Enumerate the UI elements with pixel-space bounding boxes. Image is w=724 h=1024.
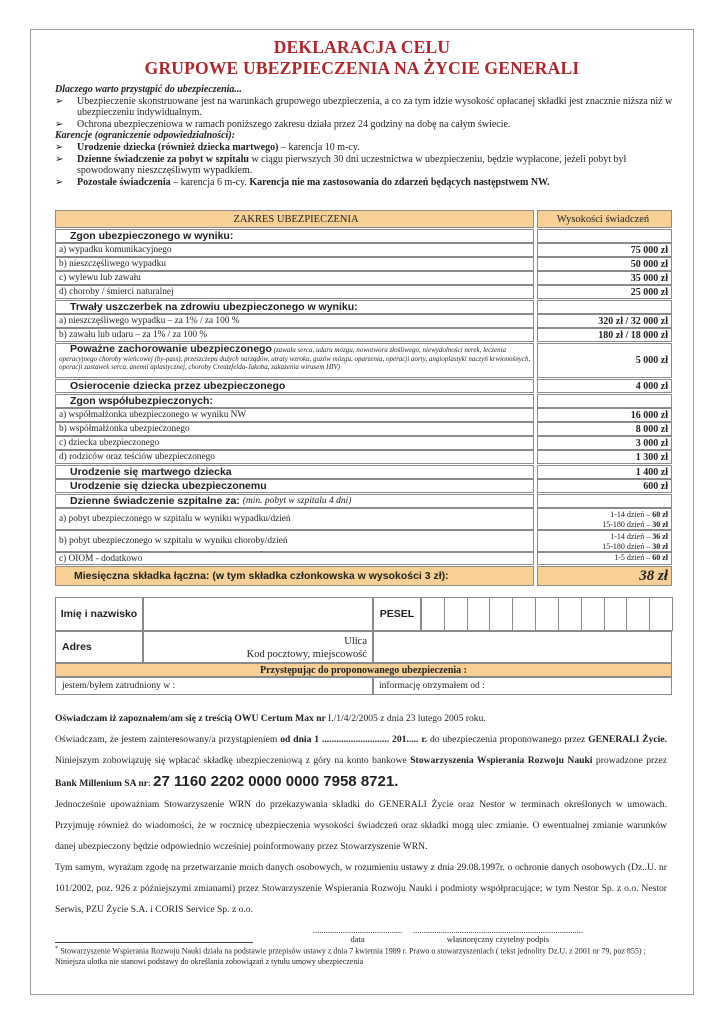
total-premium-label: Miesięczna składka łączna: (w tym składka członkowska w wysokości 3 zł): xyxy=(55,566,534,586)
pesel-digit-cell[interactable] xyxy=(581,597,605,631)
pesel-digit-cell[interactable] xyxy=(421,597,445,631)
table-row: b) współmałżonka ubezpieczonego xyxy=(55,422,534,436)
row-value: 180 zł / 18 000 zł xyxy=(537,328,672,342)
document-title: DEKLARACJA CELU xyxy=(273,37,451,57)
row-value: 1-5 dzień – 60 zł xyxy=(537,552,672,565)
arrow-bullet-icon: ➢ xyxy=(55,153,64,165)
pesel-digit-cell[interactable] xyxy=(558,597,582,631)
postcode-label: Kod pocztowy, miejscowość xyxy=(246,649,367,660)
table-row: Zgon współubezpieczonych: xyxy=(55,394,534,408)
table-row: d) rodziców oraz teściów ubezpieczonego xyxy=(55,450,534,464)
address-value-field[interactable] xyxy=(373,631,672,663)
authorization-statement: Jednocześnie upoważniam Stowarzyszenie WRN do przekazywania składki do GENERALI Życie oraz Nestor w terminach określonych w umowach. Przyjmuję również do wiadomości, że w rocznicę ubezpieczenia wysokości świadczeń oraz składki mogą ulec zmianie. O ewentualnej zmianie warunków danej ubezpieczony będzie odpowiednio wcześniej poinformowany przez Stowarzyszenie WRN. xyxy=(55,799,667,852)
karencje-heading: Karencje (ograniczenie odpowiedzialności): xyxy=(55,130,235,142)
employer-field[interactable]: jestem/byłem zatrudniony w : xyxy=(55,677,373,695)
table-row: a) współmałżonka ubezpieczonego w wyniku NW xyxy=(55,408,534,422)
row-value xyxy=(537,229,672,243)
table-row: c) OIOM - dodatkowo xyxy=(55,552,534,565)
arrow-bullet-icon: ➢ xyxy=(55,118,64,130)
table-row: Urodzenie się dziecka ubezpieczonemu xyxy=(55,479,534,493)
row-value xyxy=(537,394,672,408)
row-value: 320 zł / 32 000 zł xyxy=(537,314,672,328)
joining-header: Przystępując do proponowanego ubezpieczenia : xyxy=(55,663,672,677)
declaration-text xyxy=(55,708,667,920)
row-value: 35 000 zł xyxy=(537,271,672,285)
table-row: a) wypadku komunikacyjnego xyxy=(55,243,534,257)
address-field[interactable] xyxy=(143,631,373,663)
row-value: 16 000 zł xyxy=(537,408,672,422)
date-label: data xyxy=(350,934,365,944)
table-row: b) nieszczęśliwego wypadku xyxy=(55,257,534,271)
table-header xyxy=(55,210,672,228)
footnote: * Stowarzyszenie Wspierania Rozwoju Nauki działa na podstawie przepisów ustawy z dnia 7 kwietnia 1989 r. Prawo o stowarzyszeniach ( tekst jednolity Dz.U. z 2001 nr 79, poz 855) ; Niniejsza ulotka nie stanowi podstawy do określania zobowiązań z tytułu umowy ubezpieczenia xyxy=(55,945,646,967)
table-row: Urodzenie się martwego dziecka xyxy=(55,465,534,479)
bullet-item: ➢ Urodzenie dziecka (również dziecka martwego) – karencja 10 m-cy. xyxy=(55,141,360,153)
arrow-bullet-icon: ➢ xyxy=(55,141,64,153)
interest-statement: Oświadczam, że jestem zainteresowany/a przystąpieniem od dnia 1 ............................ 201..... r. do ubezpieczenia proponowanego przez GENERALI Życie. Niniejszym zobowiązuję się wpłacać składkę ubezpieczeniową z góry na konto bankowe Stowarzyszenia Wspierania Rozwoju Nauki prowadzone przez Bank Millenium SA nr: 27 1160 2202 0000 0000 7958 8721. xyxy=(55,734,667,790)
pesel-digit-cell[interactable] xyxy=(444,597,468,631)
header-amount: Wysokości świadczeń xyxy=(537,210,672,228)
pesel-label: PESEL xyxy=(373,597,421,631)
row-value: 25 000 zł xyxy=(537,285,672,299)
table-row: Dzienne świadczenie szpitalne za: (min. pobyt w szpitalu 4 dni) xyxy=(55,494,534,508)
row-value: 600 zł xyxy=(537,479,672,493)
row-value xyxy=(537,300,672,314)
row-value: 8 000 zł xyxy=(537,422,672,436)
row-value: 1 300 zł xyxy=(537,450,672,464)
row-value xyxy=(537,494,672,508)
row-value: 75 000 zł xyxy=(537,243,672,257)
arrow-bullet-icon: ➢ xyxy=(55,176,64,188)
row-value: 1-14 dzień – 60 zł 15-180 dzień – 30 zł xyxy=(537,508,672,530)
row-value: 3 000 zł xyxy=(537,436,672,450)
gdpr-consent-statement: Tym samym, wyrażam zgodę na przetwarzanie moich danych osobowych, w rozumieniu ustawy z dnia 29.08.1997r. o ochronie danych osobowych (Dz..U. nr 101/2002, poz. 926 z późniejszymi zmianami) przez Stowarzyszenie Wspierania Rozwoju Nauki i podmioty współpracujące; w tym Nestor Sp. z o.o. Nestor Serwis, PZU Życie S.A. i CORIS Service Sp. z o.o. xyxy=(55,862,667,915)
pesel-digit-cell[interactable] xyxy=(489,597,513,631)
table-row: c) wylewu lub zawału xyxy=(55,271,534,285)
footnote-divider xyxy=(55,942,253,943)
hospital-note: (min. pobyt w szpitalu 4 dni) xyxy=(242,496,352,506)
arrow-bullet-icon: ➢ xyxy=(55,95,64,107)
bullet-item: ➢ Ubezpieczenie skonstruowane jest na warunkach grupowego ubezpieczenia, a co za tym idzie wysokość opłacanej składki jest znacznie niższa niż w ubezpieczeniu indywidualnym. xyxy=(55,95,673,119)
serious-illness-label: Poważne zachorowanie ubezpieczonego xyxy=(70,343,272,355)
table-row: Trwały uszczerbek na zdrowiu ubezpieczonego w wyniku: xyxy=(55,300,534,314)
info-source-field[interactable]: informację otrzymałem od : xyxy=(373,677,672,695)
bank-account-number: 27 1160 2202 0000 0000 7958 8721 xyxy=(153,773,395,790)
pesel-digit-cell[interactable] xyxy=(626,597,650,631)
row-value: 5 000 zł xyxy=(537,343,672,378)
signature-line[interactable]: ................................................................................ własnoręczny czytelny podpis xyxy=(413,925,583,944)
bullet-item: ➢ Ochrona ubezpieczeniowa w ramach poniższego zakresu działa przez 24 godziny na dobę na całym świecie. xyxy=(55,118,511,130)
pesel-digit-cell[interactable] xyxy=(467,597,491,631)
table-row: a) nieszczęśliwego wypadku – za 1% / za 100 % xyxy=(55,314,534,328)
pesel-digit-cell[interactable] xyxy=(649,597,673,631)
table-row: Osierocenie dziecka przez ubezpieczonego xyxy=(55,379,534,393)
table-row: c) dziecka ubezpieczonego xyxy=(55,436,534,450)
row-value: 1-14 dzień – 36 zł 15-180 dzień – 30 zł xyxy=(537,530,672,552)
table-row xyxy=(55,343,534,378)
table-row: Zgon ubezpieczonego w wyniku: xyxy=(55,229,534,243)
signature-label: własnoręczny czytelny podpis xyxy=(446,934,550,944)
pesel-digit-cell[interactable] xyxy=(604,597,628,631)
pesel-digit-cell[interactable] xyxy=(535,597,559,631)
total-premium-value: 38 zł xyxy=(537,566,672,586)
row-value: 50 000 zł xyxy=(537,257,672,271)
header-scope: ZAKRES UBEZPIECZENIA xyxy=(55,210,534,228)
address-label: Adres xyxy=(55,631,143,663)
intro-section xyxy=(55,84,675,188)
table-row: b) zawału lub udaru – za 1% / za 100 % xyxy=(55,328,534,342)
table-row: d) choroby / śmierci naturalnej xyxy=(55,285,534,299)
document-subtitle: GRUPOWE UBEZPIECZENIA NA ŻYCIE GENERALI xyxy=(144,58,580,78)
bullet-item: ➢ Pozostałe świadczenia – karencja 6 m-cy. Karencja nie ma zastosowania do zdarzeń będących następstwem NW. xyxy=(55,176,550,188)
pesel-field[interactable] xyxy=(421,597,672,631)
row-value: 1 400 zł xyxy=(537,465,672,479)
table-row: b) pobyt ubezpieczonego w szpitalu w wyniku choroby/dzień xyxy=(55,530,534,552)
why-heading: Dlaczego warto przystąpić do ubezpieczenia... xyxy=(55,84,242,95)
serious-illness-note: (zawału serca, udaru mózgu, nowotworu złośliwego, niewydolności nerek, leczenia operacyjnego choroby wieńcowej (by-pass), przeszczepu dużych narządów, utraty wzroku, guzów mózgu, oparzenia, operacji aorty, angioplastyki naczyń krwionośnych, operacji zastawek serca, anemii aplastycznej, choroby Creutzfelda-Jakoba, zakażenia wirusem HIV) xyxy=(59,346,531,371)
owu-statement: Oświadczam iż zapoznałem/am się z treścią OWU Certum Max nr I./1/4/2/2005 z dnia 23 lutego 2005 roku. xyxy=(55,713,486,724)
table-row: a) pobyt ubezpieczonego w szpitalu w wyniku wypadku/dzień xyxy=(55,508,534,530)
date-line[interactable]: .......................................... data xyxy=(313,925,403,944)
name-label: Imię i nazwisko xyxy=(55,597,143,631)
street-label: Ulica xyxy=(344,636,367,647)
bullet-item: ➢ Dzienne świadczenie za pobyt w szpitalu w ciągu pierwszych 30 dni uczestnictwa w ubezpieczeniu, będzie wypłacone, jeżeli pobyt był spowodowany nieszczęśliwym wypadkiem. xyxy=(55,153,627,177)
name-field[interactable] xyxy=(143,597,373,631)
row-value: 4 000 zł xyxy=(537,379,672,393)
pesel-digit-cell[interactable] xyxy=(512,597,536,631)
